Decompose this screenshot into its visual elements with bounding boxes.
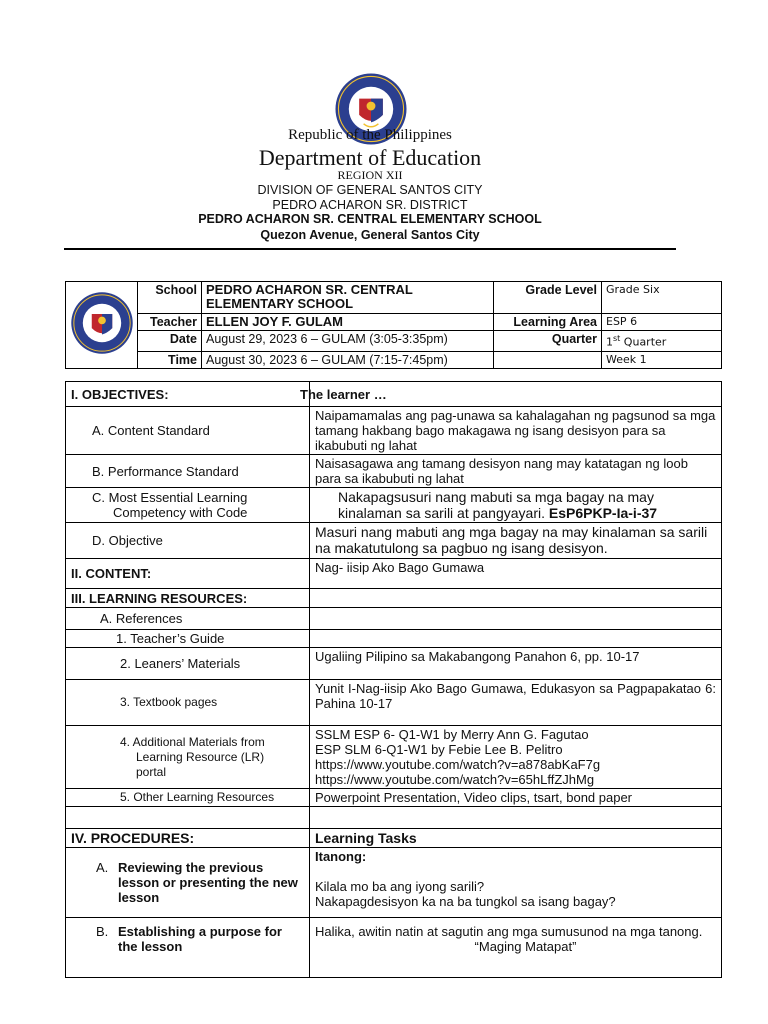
learners-materials-label: 2. Leaners’ Materials (66, 648, 310, 680)
learner-text: The learner … (300, 386, 387, 402)
procedure-a-letter: A. (96, 860, 109, 875)
content-standard-label: A. Content Standard (66, 407, 310, 455)
melc-text: Nakapagsusuri nang mabuti sa mga bagay na may kinalaman sa sarili at pangyayari. (338, 489, 654, 521)
am-label-line1: 4. Additional Materials from (120, 734, 265, 749)
quarter-num: 1 (606, 335, 613, 349)
procedures-label: IV. PROCEDURES: (66, 829, 310, 848)
header-region: REGION XII (337, 168, 403, 182)
performance-standard: Naisasagawa ang tamang desisyon nang may katatagan ng loob para sa ikabubuti ng lahat (310, 455, 722, 488)
learners-materials: Ugaliing Pilipino sa Makabangong Panahon 6, pp. 10-17 (310, 648, 722, 680)
school-value: PEDRO ACHARON SR. CENTRAL ELEMENTARY SCHOOL (202, 282, 494, 314)
objectives-learner (300, 382, 722, 407)
week-value: Week 1 (602, 351, 722, 368)
teacher-value: ELLEN JOY F. GULAM (202, 314, 494, 331)
other-resources: Powerpoint Presentation, Video clips, tsart, bond paper (310, 789, 722, 807)
quarter-label: Quarter (494, 331, 602, 352)
melc-label-line1: C. Most Essential Learning (92, 490, 248, 505)
content-standard: Naipamamalas ang pag-unawa sa kahalagahan ng pagsunod sa mga tamang hakbang bago makagawa ng isang desisyon para sa ikabubuti ng lahat (310, 407, 722, 455)
quarter-sup: st (613, 334, 621, 343)
am-line2: ESP SLM 6-Q1-W1 by Febie Lee B. Pelitro (315, 742, 563, 757)
quarter-word: Quarter (620, 335, 667, 349)
procedure-a-label: Reviewing the previous lesson or presenting the new lesson (118, 860, 298, 905)
empty-cell (494, 351, 602, 368)
teacher-label: Teacher (138, 314, 202, 331)
objective: Masuri nang mabuti ang mga bagay na may kinalaman sa sarili na makatutulong sa pagbuo ng isang desisyon. (310, 523, 722, 559)
date-value: August 29, 2023 6 – GULAM (3:05-3:35pm) (202, 331, 494, 352)
teachers-guide-label: 1. Teacher’s Guide (66, 630, 310, 648)
header-district: PEDRO ACHARON SR. DISTRICT (272, 198, 468, 212)
am-link-2[interactable]: https://www.youtube.com/watch?v=65hLffZJhMg (315, 772, 595, 787)
header-division: DIVISION OF GENERAL SANTOS CITY (257, 183, 483, 197)
grade-label: Grade Level (494, 282, 602, 314)
additional-materials (310, 726, 722, 789)
performance-standard-label: B. Performance Standard (66, 455, 310, 488)
am-label-line2: Learning Resource (LR) (136, 749, 265, 764)
spacer-left (66, 807, 310, 829)
procedure-b-letter: B. (96, 924, 109, 939)
info-table (65, 281, 722, 369)
song-title: “Maging Matapat” (474, 939, 577, 954)
references-label: A. References (66, 608, 310, 630)
spacer-right (310, 807, 722, 829)
area-value: ESP 6 (602, 314, 722, 331)
date-label: Date (138, 331, 202, 352)
itanong-label: Itanong: (315, 849, 367, 864)
melc-code: EsP6PKP-Ia-i-37 (548, 505, 658, 521)
content-value: Nag- iisip Ako Bago Gumawa (310, 559, 722, 589)
procedure-b (66, 918, 310, 978)
procedure-b-label: Establishing a purpose for the lesson (118, 924, 282, 954)
header-republic: Republic of the Philippines (288, 127, 452, 143)
am-line1: SSLM ESP 6- Q1-W1 by Merry Ann G. Fagutao (315, 727, 589, 742)
references-empty (310, 608, 722, 630)
procedure-a (66, 848, 310, 918)
resources-empty (310, 589, 722, 608)
content-label: II. CONTENT: (66, 559, 310, 589)
textbook-pages: Yunit I-Nag-iisip Ako Bago Gumawa, Edukasyon sa Pagpapakatao 6: Pahina 10-17 (310, 680, 722, 726)
melc-label-line2: Competency with Code (113, 505, 248, 520)
procedure-a-tasks (310, 848, 722, 918)
melc-label (66, 488, 310, 523)
question-2: Nakapagdesisyon ka na ba tungkol sa isang bagay? (315, 894, 616, 909)
deped-seal-small-icon (70, 291, 134, 355)
info-logo-cell (66, 282, 138, 369)
question-1: Kilala mo ba ang iyong sarili? (315, 879, 485, 894)
am-link-1[interactable]: https://www.youtube.com/watch?v=a878abKaF7g (315, 757, 601, 772)
area-label: Learning Area (494, 314, 602, 331)
header-school: PEDRO ACHARON SR. CENTRAL ELEMENTARY SCHOOL (198, 212, 542, 226)
teachers-guide-empty (310, 630, 722, 648)
other-resources-label: 5. Other Learning Resources (66, 789, 310, 807)
school-label: School (138, 282, 202, 314)
textbook-pages-label: 3. Textbook pages (66, 680, 310, 726)
time-value: August 30, 2023 6 – GULAM (7:15-7:45pm) (202, 351, 494, 368)
procedure-b-text: Halika, awitin natin at sagutin ang mga sumusunod na mga tanong. (315, 924, 703, 939)
grade-value: Grade Six (602, 282, 722, 314)
time-label: Time (138, 351, 202, 368)
lesson-plan-table (65, 381, 722, 978)
am-label-line3: portal (136, 764, 167, 779)
quarter-value (602, 331, 722, 352)
header-rule (64, 248, 676, 250)
header-address: Quezon Avenue, General Santos City (260, 228, 480, 242)
objective-label: D. Objective (66, 523, 310, 559)
melc (310, 488, 722, 523)
objectives-label: I. OBJECTIVES: (66, 382, 310, 407)
additional-materials-label (66, 726, 310, 789)
procedure-b-tasks (310, 918, 722, 978)
header-department: Department of Education (258, 145, 482, 170)
resources-label: III. LEARNING RESOURCES: (66, 589, 310, 608)
learning-tasks-label: Learning Tasks (310, 829, 722, 848)
